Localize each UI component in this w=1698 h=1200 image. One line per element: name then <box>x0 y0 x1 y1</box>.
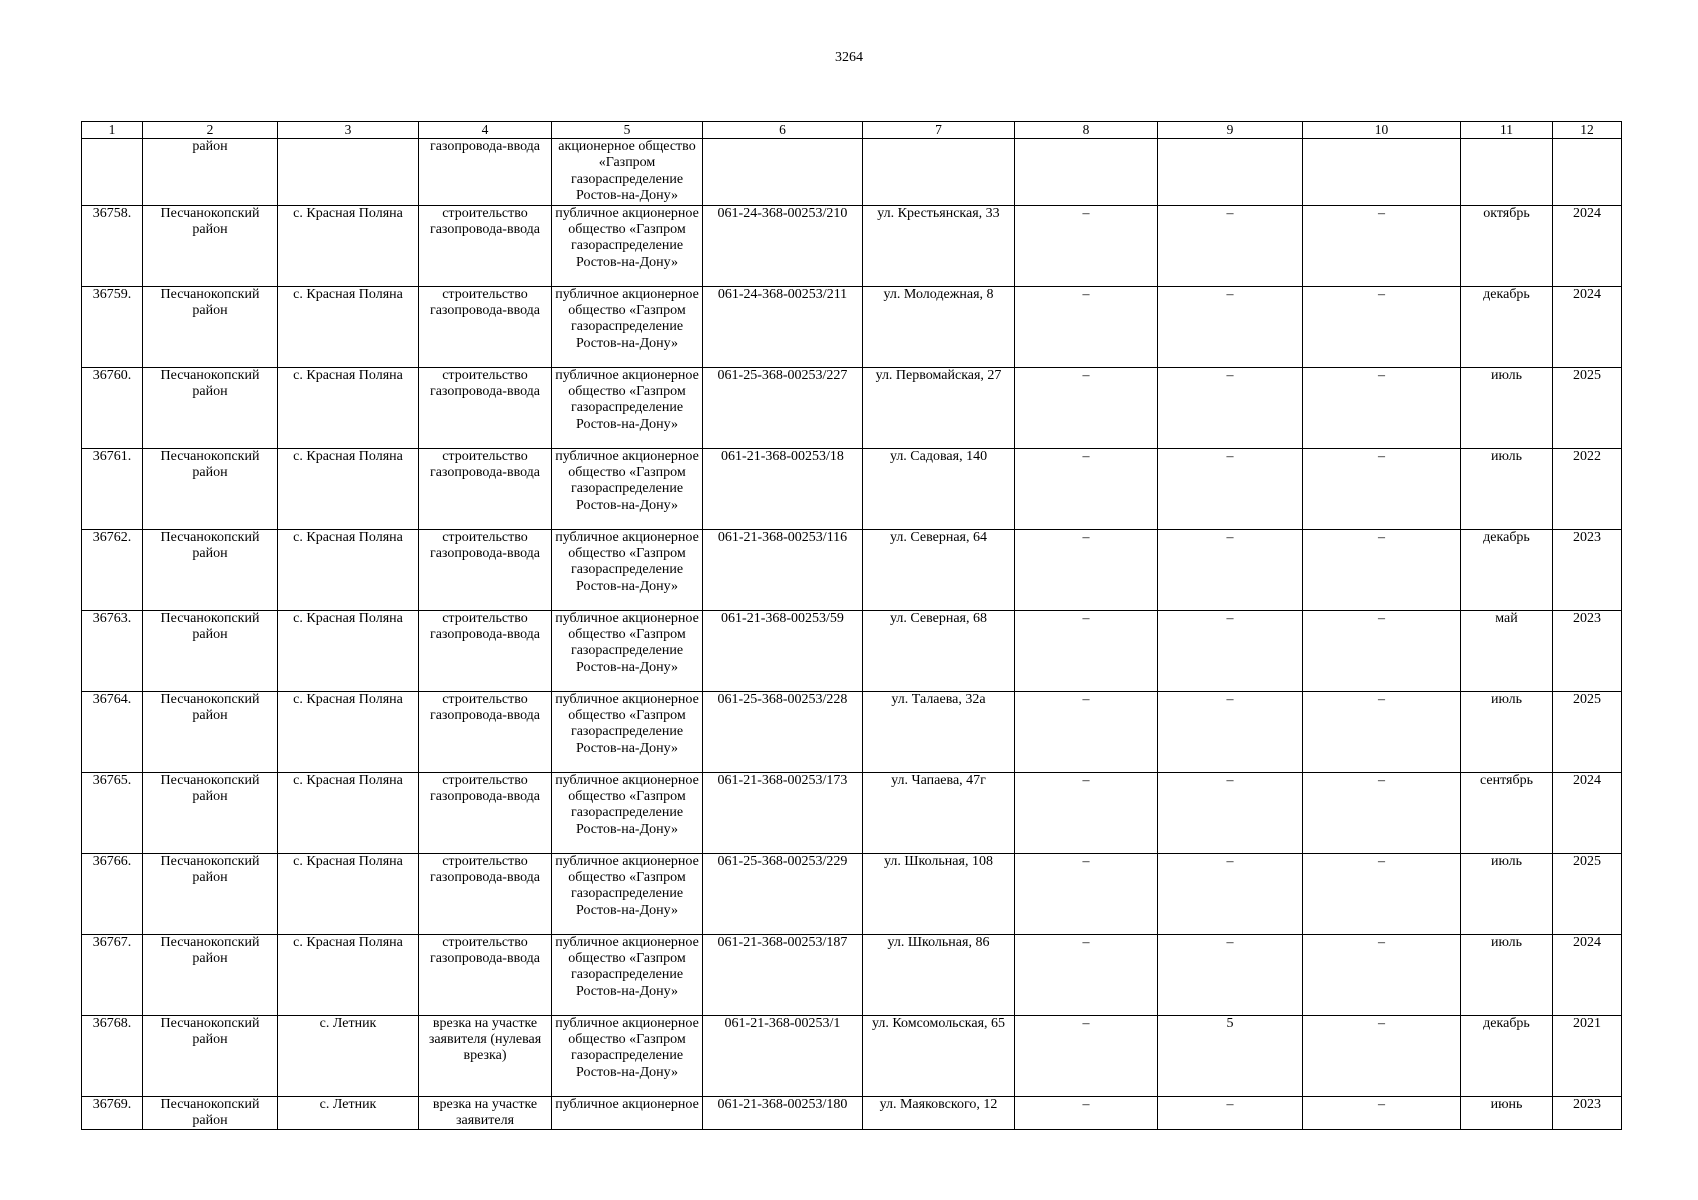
table-cell: Песчанокопский район <box>143 772 278 853</box>
table-cell: 061-25-368-00253/229 <box>703 853 863 934</box>
table-row <box>82 772 1622 853</box>
table-cell: публичное акционерное общество «Газпром газораспределение Ростов-на-Дону» <box>552 205 703 286</box>
table-cell: – <box>1158 691 1303 772</box>
table-cell: – <box>1015 448 1158 529</box>
table-cell <box>863 139 1015 206</box>
table-cell: Песчанокопский район <box>143 1015 278 1096</box>
table-cell <box>82 139 143 206</box>
table-cell: сентябрь <box>1461 772 1553 853</box>
table-cell: публичное акционерное общество «Газпром газораспределение Ростов-на-Дону» <box>552 448 703 529</box>
table-cell: Песчанокопский район <box>143 367 278 448</box>
table-cell: 36759. <box>82 286 143 367</box>
table-cell: строительство газопровода-ввода <box>419 205 552 286</box>
table-cell: июль <box>1461 934 1553 1015</box>
table-cell: публичное акционерное общество «Газпром газораспределение Ростов-на-Дону» <box>552 286 703 367</box>
table-cell: 5 <box>1158 1015 1303 1096</box>
table-cell: строительство газопровода-ввода <box>419 286 552 367</box>
table-cell: – <box>1303 610 1461 691</box>
table-cell: 1 <box>82 122 143 139</box>
table-cell: 2025 <box>1553 691 1622 772</box>
table-cell: публичное акционерное общество «Газпром газораспределение Ростов-на-Дону» <box>552 367 703 448</box>
table-row <box>82 286 1622 367</box>
table-cell: район <box>143 139 278 206</box>
table-cell: с. Красная Поляна <box>278 367 419 448</box>
register-table <box>81 121 1622 1130</box>
table-cell: ул. Садовая, 140 <box>863 448 1015 529</box>
table-cell: Песчанокопский район <box>143 1096 278 1130</box>
table-cell: с. Красная Поляна <box>278 934 419 1015</box>
table-cell: июль <box>1461 691 1553 772</box>
table-cell: строительство газопровода-ввода <box>419 367 552 448</box>
table-cell: 2022 <box>1553 448 1622 529</box>
table-cell: ул. Северная, 68 <box>863 610 1015 691</box>
table-cell <box>703 139 863 206</box>
table-cell: 36758. <box>82 205 143 286</box>
table-cell: ул. Чапаева, 47г <box>863 772 1015 853</box>
table-cell: 2024 <box>1553 286 1622 367</box>
table-cell: – <box>1015 772 1158 853</box>
table-cell: – <box>1015 610 1158 691</box>
table-row <box>82 367 1622 448</box>
table-cell: – <box>1015 1015 1158 1096</box>
table-cell: строительство газопровода-ввода <box>419 934 552 1015</box>
table-cell: – <box>1303 205 1461 286</box>
table-cell: публичное акционерное <box>552 1096 703 1130</box>
table-cell: – <box>1015 853 1158 934</box>
table-cell: июль <box>1461 853 1553 934</box>
table-cell: с. Летник <box>278 1096 419 1130</box>
table-cell: – <box>1158 772 1303 853</box>
table-cell: 36767. <box>82 934 143 1015</box>
table-cell: 3 <box>278 122 419 139</box>
table-cell: ул. Первомайская, 27 <box>863 367 1015 448</box>
table-cell: 6 <box>703 122 863 139</box>
table-cell: с. Красная Поляна <box>278 691 419 772</box>
table-cell: 5 <box>552 122 703 139</box>
table-row <box>82 934 1622 1015</box>
table-cell: публичное акционерное общество «Газпром газораспределение Ростов-на-Дону» <box>552 934 703 1015</box>
table-cell: – <box>1303 286 1461 367</box>
table-cell: ул. Комсомольская, 65 <box>863 1015 1015 1096</box>
column-number-row <box>82 122 1622 139</box>
table-cell: – <box>1158 367 1303 448</box>
table-cell: – <box>1303 772 1461 853</box>
table-cell: 061-21-368-00253/187 <box>703 934 863 1015</box>
table-cell <box>1303 139 1461 206</box>
table-cell: – <box>1158 448 1303 529</box>
table-cell: 4 <box>419 122 552 139</box>
table-cell: публичное акционерное общество «Газпром газораспределение Ростов-на-Дону» <box>552 1015 703 1096</box>
table-cell: 061-21-368-00253/18 <box>703 448 863 529</box>
table-cell: ул. Северная, 64 <box>863 529 1015 610</box>
table-cell: 36766. <box>82 853 143 934</box>
table-row <box>82 610 1622 691</box>
table-cell: октябрь <box>1461 205 1553 286</box>
table-cell: 2025 <box>1553 367 1622 448</box>
table-cell: – <box>1303 448 1461 529</box>
table-cell: газопровода-ввода <box>419 139 552 206</box>
table-cell <box>1158 139 1303 206</box>
table-cell: с. Красная Поляна <box>278 448 419 529</box>
table-cell: строительство газопровода-ввода <box>419 610 552 691</box>
table-cell: ул. Крестьянская, 33 <box>863 205 1015 286</box>
table-cell: июль <box>1461 448 1553 529</box>
table-cell: 061-21-368-00253/1 <box>703 1015 863 1096</box>
table-cell: – <box>1303 691 1461 772</box>
table-cell: 36761. <box>82 448 143 529</box>
table-row <box>82 205 1622 286</box>
table-cell: июль <box>1461 367 1553 448</box>
table-cell: – <box>1303 934 1461 1015</box>
table-cell: 8 <box>1015 122 1158 139</box>
table-cell: 2024 <box>1553 772 1622 853</box>
table-cell: 10 <box>1303 122 1461 139</box>
table-cell: 061-21-368-00253/180 <box>703 1096 863 1130</box>
table-cell: – <box>1158 529 1303 610</box>
table-row <box>82 139 1622 206</box>
table-cell: – <box>1158 610 1303 691</box>
table-cell: – <box>1015 205 1158 286</box>
page-number: 3264 <box>835 50 863 65</box>
table-cell: май <box>1461 610 1553 691</box>
table-cell: – <box>1303 1015 1461 1096</box>
table-cell: 061-25-368-00253/227 <box>703 367 863 448</box>
table-row <box>82 853 1622 934</box>
table-cell <box>1461 139 1553 206</box>
table-cell: – <box>1158 1096 1303 1130</box>
table-cell: публичное акционерное общество «Газпром газораспределение Ростов-на-Дону» <box>552 529 703 610</box>
table-cell: – <box>1303 529 1461 610</box>
table-row <box>82 529 1622 610</box>
table-cell: с. Красная Поляна <box>278 286 419 367</box>
table-cell: строительство газопровода-ввода <box>419 529 552 610</box>
table-cell: 2024 <box>1553 934 1622 1015</box>
table-cell: 7 <box>863 122 1015 139</box>
table-cell: ул. Маяковского, 12 <box>863 1096 1015 1130</box>
table-cell: 36768. <box>82 1015 143 1096</box>
table-cell: ул. Школьная, 108 <box>863 853 1015 934</box>
table-cell: 061-25-368-00253/228 <box>703 691 863 772</box>
table-cell: Песчанокопский район <box>143 691 278 772</box>
table-cell: 36769. <box>82 1096 143 1130</box>
table-cell: публичное акционерное общество «Газпром газораспределение Ростов-на-Дону» <box>552 853 703 934</box>
table-cell: строительство газопровода-ввода <box>419 853 552 934</box>
table-cell: 36764. <box>82 691 143 772</box>
table-cell: 36763. <box>82 610 143 691</box>
table-cell: – <box>1015 529 1158 610</box>
table-cell: публичное акционерное общество «Газпром газораспределение Ростов-на-Дону» <box>552 691 703 772</box>
table-cell: 2025 <box>1553 853 1622 934</box>
table-cell: Песчанокопский район <box>143 529 278 610</box>
table-cell: строительство газопровода-ввода <box>419 448 552 529</box>
table-cell: Песчанокопский район <box>143 286 278 367</box>
table-cell: с. Красная Поляна <box>278 205 419 286</box>
table-cell: строительство газопровода-ввода <box>419 691 552 772</box>
table-cell: 9 <box>1158 122 1303 139</box>
table-cell: 061-24-368-00253/210 <box>703 205 863 286</box>
table-cell: – <box>1158 205 1303 286</box>
table-row <box>82 691 1622 772</box>
table-cell: строительство газопровода-ввода <box>419 772 552 853</box>
table-cell: Песчанокопский район <box>143 610 278 691</box>
table-cell: 2024 <box>1553 205 1622 286</box>
table-cell <box>1015 139 1158 206</box>
table-cell: Песчанокопский район <box>143 934 278 1015</box>
table-cell: 061-21-368-00253/59 <box>703 610 863 691</box>
table-cell: – <box>1158 286 1303 367</box>
table-cell: 061-24-368-00253/211 <box>703 286 863 367</box>
table-row <box>82 1015 1622 1096</box>
table-cell <box>1553 139 1622 206</box>
table-cell: 36760. <box>82 367 143 448</box>
table-cell: – <box>1158 853 1303 934</box>
table-cell: – <box>1303 853 1461 934</box>
table-cell: – <box>1303 367 1461 448</box>
table-cell: с. Красная Поляна <box>278 610 419 691</box>
table-row <box>82 1096 1622 1130</box>
table-cell: – <box>1158 934 1303 1015</box>
table-cell: 36765. <box>82 772 143 853</box>
table-cell: 36762. <box>82 529 143 610</box>
table-cell: с. Красная Поляна <box>278 772 419 853</box>
table-cell: врезка на участке заявителя <box>419 1096 552 1130</box>
table-cell: акционерное общество «Газпром газораспределение Ростов-на-Дону» <box>552 139 703 206</box>
table-cell: 2023 <box>1553 529 1622 610</box>
table-cell: публичное акционерное общество «Газпром газораспределение Ростов-на-Дону» <box>552 772 703 853</box>
table-cell: с. Красная Поляна <box>278 529 419 610</box>
table-cell: декабрь <box>1461 529 1553 610</box>
table-cell: Песчанокопский район <box>143 853 278 934</box>
table-cell: врезка на участке заявителя (нулевая врезка) <box>419 1015 552 1096</box>
table-cell: – <box>1015 934 1158 1015</box>
table-cell: – <box>1303 1096 1461 1130</box>
table-cell: 12 <box>1553 122 1622 139</box>
table-cell: – <box>1015 1096 1158 1130</box>
table-cell: июнь <box>1461 1096 1553 1130</box>
table-cell: с. Красная Поляна <box>278 853 419 934</box>
table-cell: публичное акционерное общество «Газпром газораспределение Ростов-на-Дону» <box>552 610 703 691</box>
table-cell <box>278 139 419 206</box>
table-cell: 2023 <box>1553 1096 1622 1130</box>
table-cell: 2 <box>143 122 278 139</box>
table-cell: декабрь <box>1461 286 1553 367</box>
table-cell: – <box>1015 691 1158 772</box>
table-cell: с. Летник <box>278 1015 419 1096</box>
table-cell: 2021 <box>1553 1015 1622 1096</box>
table-cell: ул. Талаева, 32а <box>863 691 1015 772</box>
table-cell: 2023 <box>1553 610 1622 691</box>
table-cell: 11 <box>1461 122 1553 139</box>
table-cell: Песчанокопский район <box>143 205 278 286</box>
table-cell: ул. Молодежная, 8 <box>863 286 1015 367</box>
table-cell: – <box>1015 367 1158 448</box>
table-cell: – <box>1015 286 1158 367</box>
table-row <box>82 448 1622 529</box>
table-cell: ул. Школьная, 86 <box>863 934 1015 1015</box>
table-cell: Песчанокопский район <box>143 448 278 529</box>
table-cell: декабрь <box>1461 1015 1553 1096</box>
table-cell: 061-21-368-00253/173 <box>703 772 863 853</box>
table-cell: 061-21-368-00253/116 <box>703 529 863 610</box>
